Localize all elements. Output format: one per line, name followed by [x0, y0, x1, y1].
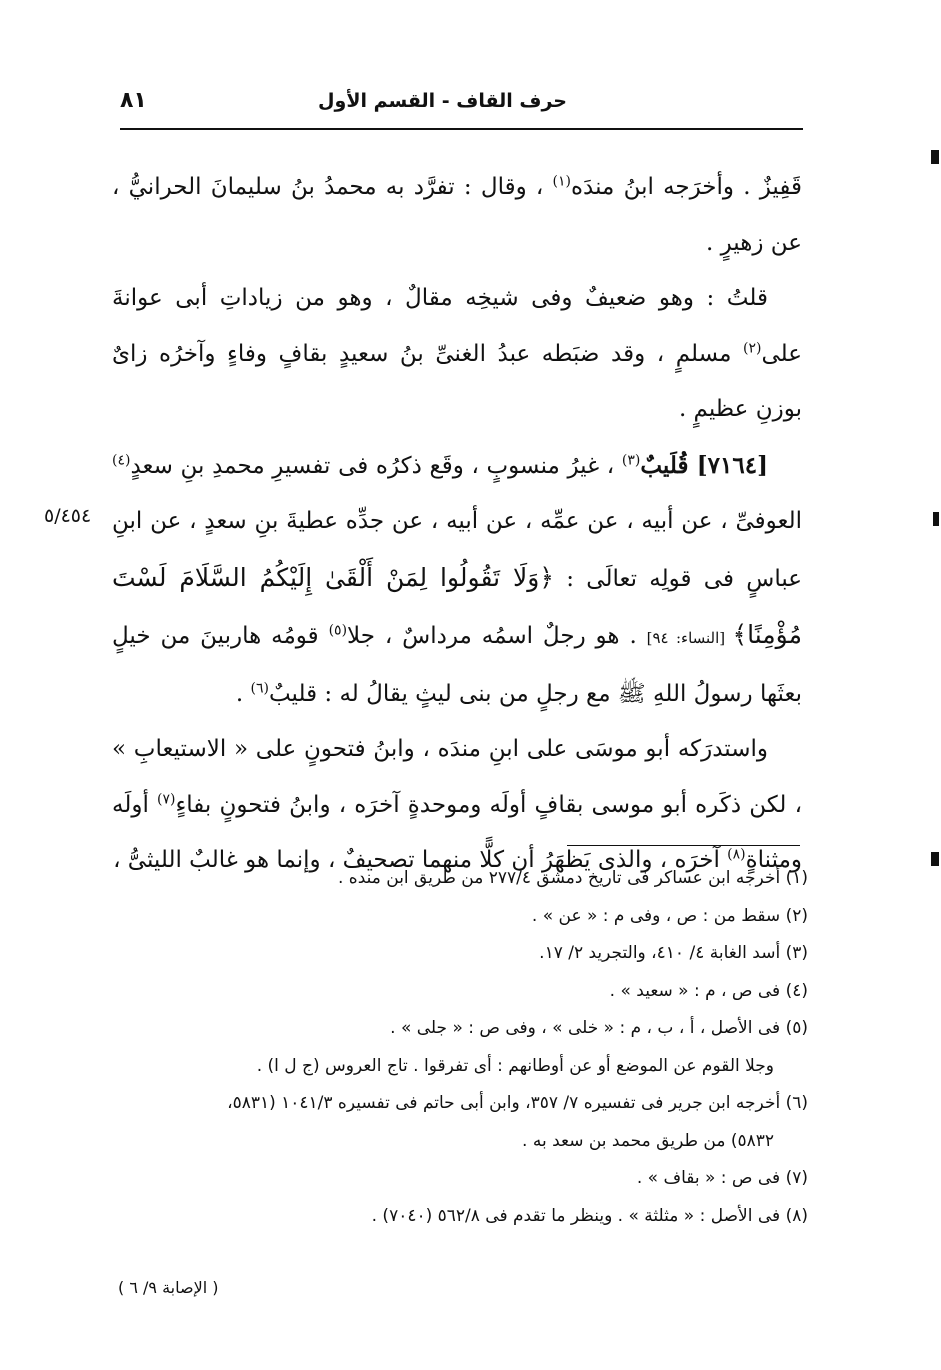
footnote-5-continuation: وجلا القوم عن الموضع أو عن أوطانهم : أى تفرقوا . تاج العروس (ج ل ا) .: [256, 1055, 774, 1076]
header-rule: [120, 128, 803, 130]
paragraph-2: [112, 271, 802, 438]
p4-text-b: أولَه ومثناةٍ: [112, 791, 802, 873]
p4-text-c: آخرَه ، والذى يَظهَرُ أن كلًّا منهما تصحيفٌ ، وإنما هو غالبٌ الليثىُّ ،: [113, 847, 728, 873]
main-text: [112, 160, 802, 889]
scan-edge-mark: [931, 852, 939, 866]
footnote-6: (٦) أخرجه ابن جرير فى تفسيره ٧/ ٣٥٧، وابن أبى حاتم فى تفسيره ١٠٤١/٣ (٥٨٣١،: [227, 1093, 808, 1113]
footnote-ref-1: (١): [552, 173, 571, 190]
header-title: حرف القاف - القسم الأول: [318, 90, 567, 112]
scan-edge-mark: [933, 512, 939, 526]
footnote-ref-7: (٧): [156, 790, 176, 807]
footnote-3: (٣) أسد الغابة ٤/ ٤١٠، والتجريد ٢/ ١٧.: [539, 943, 808, 963]
paragraph-1: [112, 160, 802, 271]
paragraph-3: [112, 438, 802, 723]
p3-text-e: .: [235, 680, 251, 707]
footnote-ref-3: (٣): [621, 451, 641, 468]
footnote-ref-6: (٦): [250, 679, 269, 696]
p2-text-a: قلتُ : وهو ضعيفٌ وفى شيخِه مقالٌ ، وهو من زياداتِ أبى عوانةَ على: [112, 285, 802, 367]
page-number: ٨١: [120, 88, 147, 113]
footnote-ref-5: (٥): [328, 622, 348, 639]
footnote-ref-2: (٢): [743, 339, 762, 356]
margin-reference: ٥/٤٥٤: [44, 505, 92, 527]
footnote-6-continuation: ٥٨٣٢) من طريق محمد بن سعد به .: [522, 1130, 774, 1151]
p3-text-b: العوفىِّ ، عن أبيه ، عن عمِّه ، عن أبيه ، عن جدِّه عطيةَ بنِ سعدٍ ، عن ابنِ عباسٍ فى قولِه تعالَى :: [112, 508, 802, 592]
running-header: [120, 86, 803, 122]
footnote-5: (٥) فى الأصل ، أ ، ب ، م : « خلى » ، وفى ص : « جلى » .: [390, 1018, 808, 1038]
footnote-7: (٧) فى ص : « بقاف » .: [636, 1168, 808, 1188]
verse-citation: [النساء: ٩٤]: [646, 629, 733, 647]
footnotes: [118, 860, 808, 1235]
entry-heading: [٧١٦٤] قُلَيبٌ: [640, 451, 768, 479]
footnote-separator: [567, 845, 800, 846]
footnote-1: (١) أخرجه ابن عساكر فى تاريخ دمشق ٢٧٧/٤ من طريق ابن منده .: [337, 868, 808, 888]
volume-signature: ( الإصابة ٩/ ٦ ): [118, 1278, 219, 1297]
p1-text-a: قَفِيزٌ . وأخرَجه ابنُ مندَه: [570, 174, 803, 200]
footnote-ref-4: (٤): [112, 451, 131, 468]
quran-verse: ﴿وَلَا تَقُولُوا لِمَنْ أَلْقَىٰ إِلَيْكُمُ السَّلَامَ لَسْتَ مُؤْمِنًا﴾: [112, 562, 802, 649]
footnote-ref-8: (٨): [727, 846, 746, 863]
scan-edge-mark: [931, 150, 939, 164]
footnote-8: (٨) فى الأصل : « مثلثة » . وينظر ما تقدم فى ٥٦٢/٨ (٧٠٤٠) .: [371, 1205, 808, 1226]
p2-text-b: مسلمٍ ، وقد ضبَطه عبدُ الغنىِّ بنُ سعيدٍ بقافٍ وفاءٍ وآخرُه زاىٌ بوزنِ عظيمٍ .: [112, 340, 802, 422]
p3-text-c: . هو رجلٌ اسمُه مرداسٌ ، جلا: [347, 623, 647, 649]
footnote-4: (٤) فى ص ، م : « سعيد » .: [609, 980, 808, 1001]
footnote-2: (٢) سقط من : ص ، وفى م : « عن » .: [531, 905, 808, 926]
p3-text-d: قومُه هاربينَ من خيلٍ بعثَها رسولُ اللهِ ﷺ مع رجلٍ من بنى ليثٍ يقالُ له : قليبٌ: [112, 623, 802, 707]
p1-text-b: ، وقال : تفرَّد به محمدُ بنُ سليمانَ الحرانيُّ ، عن زهيرٍ .: [112, 174, 802, 256]
p4-text-a: واستدرَكه أبو موسَى على ابنِ مندَه ، وابنُ فتحونٍ على « الاستيعابِ » ، لكن ذكَره أبو موسى بقافٍ أولَه وموحدةٍ آخرَه ، وابنُ فتحونٍ بفاءٍ: [112, 736, 802, 818]
p3-text-a: ، غيرُ منسوبٍ ، وقَع ذكرُه فى تفسيرِ محمدِ بنِ سعدٍ: [130, 452, 622, 479]
